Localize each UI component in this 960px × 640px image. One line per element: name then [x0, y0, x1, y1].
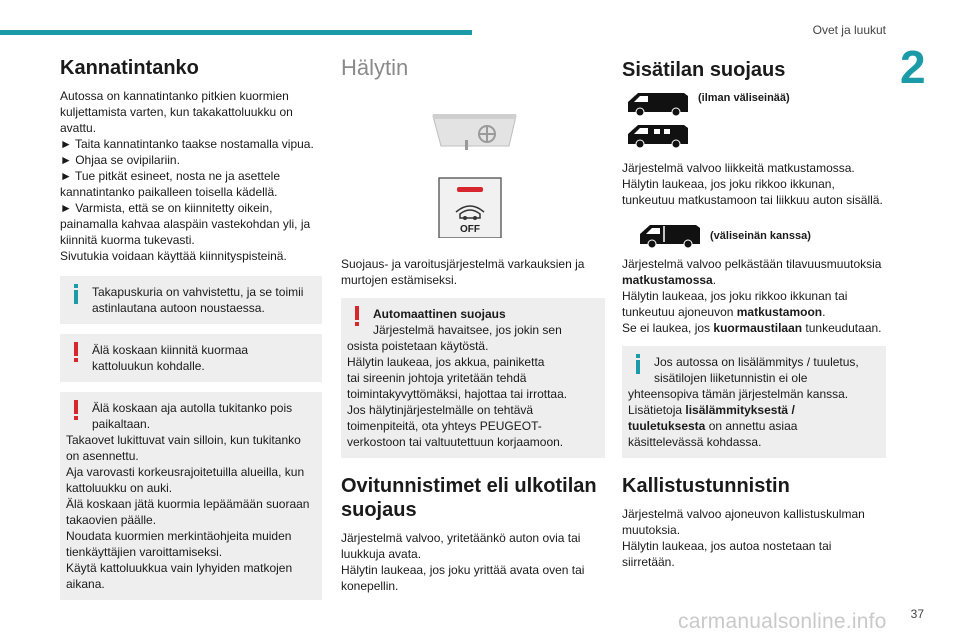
info-box-bumper [60, 276, 322, 324]
warning-line: aikana. [66, 577, 105, 591]
warning-box-auto [341, 298, 605, 458]
warning-line: takaovien päälle. [66, 513, 157, 527]
body-line: ► Tue pitkät esineet, nosta ne ja asettele [60, 169, 281, 183]
body-line: luukkuja avata. [341, 547, 422, 561]
warning-line: Jos hälytinjärjestelmälle on tehtävä [347, 403, 534, 417]
header-accent-bar [0, 30, 472, 35]
middle-column [341, 56, 605, 594]
body-line: Suojaus- ja varoitusjärjestelmä varkauksien ja [341, 257, 585, 271]
warning-line: toimenpiteitä, ota yhteys PEUGEOT- [347, 419, 542, 433]
van-icon-row-1 [626, 90, 886, 116]
body-line: avattu. [60, 121, 97, 135]
warning-line: kattoluukku on auki. [66, 481, 173, 495]
warning-line: verkostoon tai valtuutettuun korjaamoon. [347, 435, 564, 449]
body-line: Autossa on kannatintanko pitkien kuormien [60, 89, 289, 103]
off-label: OFF [460, 224, 480, 235]
warning-line: paikaltaan. [92, 417, 151, 431]
info-line: astinlautana autoon noustaessa. [92, 301, 265, 315]
van-icon [626, 122, 690, 148]
warning-icon [351, 306, 365, 326]
body-line: Järjestelmä valvoo ajoneuvon kallistuskulman [622, 507, 865, 521]
watermark: carmanualsonline.info [678, 610, 887, 633]
heading-ovitunnistimet: Ovitunnistimet eli ulkotilan suojaus [341, 475, 597, 521]
warning-line: Hälytin laukeaa, jos akkua, painiketta [347, 355, 545, 369]
info-icon [70, 284, 84, 304]
body-line: muutoksia. [622, 523, 681, 537]
warning-line: Älä koskaan jätä kuormia lepäämään suoraan [66, 497, 310, 511]
warning-title: Automaattinen suojaus [373, 307, 506, 321]
heading-sisatila: Sisätilan suojaus [622, 59, 786, 81]
warning-icon [70, 400, 84, 420]
van-icon [626, 90, 690, 116]
body-line: konepellin. [341, 579, 399, 593]
page-number: 37 [910, 607, 924, 621]
body-line: Hälytin laukeaa, jos joku yrittää avata oven tai [341, 563, 585, 577]
info-line: Jos autossa on lisälämmitys / tuuletus, [654, 355, 859, 369]
info-icon [632, 354, 646, 374]
body-line: Järjestelmä valvoo liikkeitä matkustamossa. [622, 161, 855, 175]
interior-body-1 [622, 160, 886, 208]
van-icon-row-2 [626, 122, 886, 152]
info-box-heating: Jos autossa on lisälämmitys / tuuletus, sisätilojen liiketunnistin ei ole yhteensopiva tämän järjestelmän kanssa. Lisätietoja lisälämmityksestä / tuuletuksesta on annettu asiaa käsittelevässä kohdassa. [622, 346, 886, 458]
body-line: kiinnitä kuorma tukevasti. [60, 233, 195, 247]
alarm-led [457, 187, 483, 192]
warning-box-roof [60, 334, 322, 382]
heading-halytin: Hälytin [341, 55, 409, 80]
warning-line: tai sireenin johtoja yritetään tehdä [347, 371, 527, 385]
body-line: Hälytin laukeaa, jos autoa nostetaan tai [622, 539, 832, 553]
warning-line: Järjestelmä havaitsee, jos jokin sen [373, 323, 562, 337]
info-line: sisätilojen liiketunnistin ei ole [654, 371, 808, 385]
body-line: Hälytin laukeaa, jos joku rikkoo ikkunan, [622, 177, 835, 191]
tilt-body [622, 506, 886, 570]
warning-line: kattoluukun kohdalle. [92, 359, 205, 373]
body-line: ► Ohjaa se ovipilariin. [60, 153, 180, 167]
body-line: ► Varmista, että se on kiinnitetty oikein, [60, 201, 273, 215]
warning-line: Aja varovasti korkeusrajoitetuilla alueilla, kun [66, 465, 305, 479]
chapter-number: 2 [900, 41, 926, 93]
body-line: kuljettamista varten, kun takakattoluukku on [60, 105, 293, 119]
warning-line: Noudata kuormien merkintäohjeita muiden [66, 529, 292, 543]
body-line: Sivutukia voidaan käyttää kiinnityspisteinä. [60, 249, 287, 263]
info-line: Takapuskuria on vahvistettu, ja se toimii [92, 285, 304, 299]
warning-icon [70, 342, 84, 362]
body-line: Järjestelmä valvoo, yritetäänkö auton ovia tai [341, 531, 581, 545]
left-column [60, 56, 322, 600]
door-sensor-body [341, 530, 605, 594]
van-icon-row-3 [638, 222, 886, 248]
body-line: ► Taita kannatintanko taakse nostamalla vipua. [60, 137, 314, 151]
heading-kallistus: Kallistustunnistin [622, 475, 790, 497]
section-title: Ovet ja luukut [812, 23, 886, 37]
warning-line: tienkäyttäjien varoittamiseksi. [66, 545, 223, 559]
alarm-illustration [341, 88, 605, 238]
warning-line: Älä koskaan aja autolla tukitanko pois [92, 401, 293, 415]
heading-kannatintanko: Kannatintanko [60, 57, 199, 79]
body-line: tunkeutuu matkustamoon tai liikkuu auton sisällä. [622, 193, 883, 207]
warning-line: Käytä kattoluukkua vain lyhyiden matkojen [66, 561, 293, 575]
warning-line: osista poistetaan käytöstä. [347, 339, 489, 353]
van-label-no-partition: (ilman väliseinää) [698, 92, 790, 104]
van-label-partition: (väliseinän kanssa) [710, 230, 811, 242]
right-column [622, 56, 886, 570]
van-icon [638, 222, 702, 248]
body-line: murtojen estämiseksi. [341, 273, 458, 287]
body-line: kannatintanko paikalleen toisella kädellä. [60, 185, 278, 199]
body-line: painamalla kahvaa alaspäin vastekohdan yli, ja [60, 217, 311, 231]
warning-line: on asennettu. [66, 449, 139, 463]
body-line: siirretään. [622, 555, 675, 569]
alarm-intro [341, 256, 605, 288]
interior-body-2: Järjestelmä valvoo pelkästään tilavuusmuutoksia matkustamossa. Hälytin laukeaa, jos joku rikkoo ikkunan tai tunkeutuu ajoneuvon matkustamoon. Se ei laukea, jos kuormaustilaan tunkeudutaan. [622, 257, 882, 335]
warning-line: Takaovet lukittuvat vain silloin, kun tukitanko [66, 433, 301, 447]
warning-line: toimintakyvyttömäksi, hajottaa tai irrottaa. [347, 387, 568, 401]
left-body [60, 88, 322, 264]
warning-line: Älä koskaan kiinnitä kuormaa [92, 343, 249, 357]
warning-box-driving [60, 392, 322, 600]
